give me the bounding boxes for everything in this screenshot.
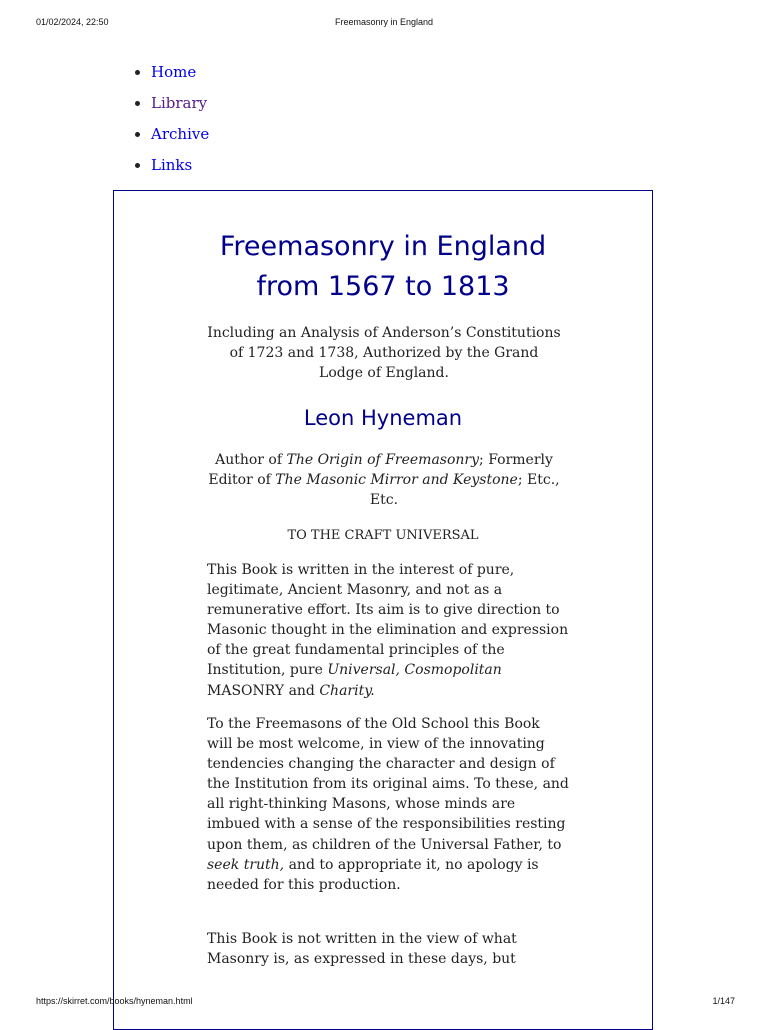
book-title [114,227,652,307]
byline-work-2: The Masonic Mirror and Keystone [275,472,518,488]
book-subtitle: Including an Analysis of Anderson’s Constitutions of 1723 and 1738, Authorized by the Grand Lodge of England. [207,325,561,381]
dedication: TO THE CRAFT UNIVERSAL [287,528,479,543]
print-datetime: 01/02/2024, 22:50 [36,17,109,27]
paragraph-1-emphasis-2: Charity. [319,682,375,699]
byline-suffix: ; Etc., Etc. [369,472,560,508]
author-byline [202,450,566,510]
print-footer [0,996,768,1010]
nav-link-archive[interactable]: Archive [151,125,210,143]
paragraph-1-mid: MASONRY and [207,682,320,699]
book-title-line-2: from 1567 to 1813 [256,271,510,302]
paragraph-1-text: This Book is written in the interest of pure, legitimate, Ancient Masonry, and not as a remunerative effort. Its aim is to give direction to Masonic thought in the elimination and expression of the great fundamental principles of the Institution, pure [207,562,569,679]
print-title: Freemasonry in England [334,17,434,27]
nav-link-home[interactable]: Home [151,63,197,81]
paragraph-1 [207,560,569,701]
book-title-line-1: Freemasonry in England [219,231,547,262]
bullet-icon [135,163,140,168]
byline-work-1: The Origin of Freemasonry [286,452,480,468]
bullet-icon [135,101,140,106]
paragraph-2 [207,714,569,895]
bullet-icon [135,70,140,75]
bullet-icon [135,132,140,137]
byline-middle: ; Formerly Editor of [208,452,553,488]
paragraph-3: This Book is not written in the view of what Masonry is, as expressed in these days, but [207,931,517,968]
paragraph-2-text: To the Freemasons of the Old School this Book will be most welcome, in view of the innovating tendencies changing the character and design of the Institution from its original aims. To these, and all right-thinking Masons, whose minds are imbued with a sense of the responsibilities resting upon them, as children of the Universal Father, to [207,716,569,853]
nav-link-links[interactable]: Links [151,156,193,174]
author-name: Leon Hyneman [303,406,463,430]
book-content [113,190,653,1030]
paragraph-2-tail: and to appropriate it, no apology is needed for this production. [207,856,539,893]
paragraph-2-emphasis: seek truth, [207,856,285,873]
byline-prefix: Author of [215,452,287,468]
paragraph-1-emphasis-1: Universal, Cosmopolitan [327,662,502,679]
print-header [0,17,768,31]
nav-link-library[interactable]: Library [151,94,208,112]
print-url: https://skirret.com/books/hyneman.html [36,996,193,1006]
print-page-number: 1/147 [712,996,735,1006]
